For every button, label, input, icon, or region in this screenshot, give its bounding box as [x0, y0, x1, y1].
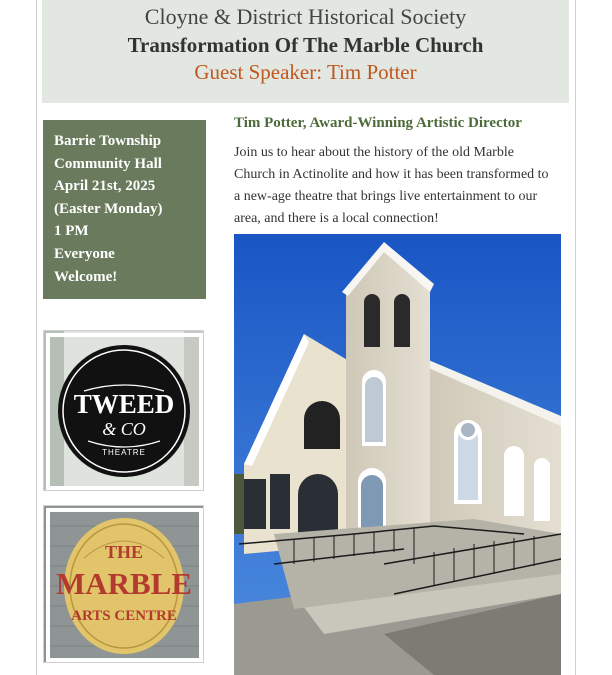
tweed-co-word: & CO [102, 419, 146, 439]
marble-arts-centre-word: ARTS CENTRE [71, 608, 177, 624]
tweed-co-theatre-logo [43, 330, 204, 491]
page-border-right [575, 0, 576, 675]
event-title: Transformation Of The Marble Church [127, 33, 484, 57]
event-details-box [43, 120, 206, 299]
article-body-line: Church in Actinolite and how it has been transformed to [234, 167, 549, 182]
article-body-line: a new-age theatre that brings live entertainment to our [234, 189, 538, 204]
tweed-theatre-word: THEATRE [102, 448, 146, 457]
details-line-welcome-2: Welcome! [54, 268, 118, 285]
details-line-holiday: (Easter Monday) [54, 200, 163, 217]
details-line-date: April 21st, 2025 [54, 178, 156, 195]
article-body [234, 142, 582, 230]
details-line-welcome-1: Everyone [54, 245, 115, 262]
details-line-venue-2: Community Hall [54, 155, 162, 172]
header-banner [42, 0, 569, 103]
page-border-left [36, 0, 37, 675]
tweed-logo-graphic [44, 331, 204, 491]
tweed-word: TWEED [73, 389, 175, 419]
marble-the-word: THE [104, 542, 144, 562]
marble-word: MARBLE [55, 566, 193, 601]
marble-logo-graphic [44, 506, 204, 663]
church-illustration [234, 234, 561, 675]
details-line-time: 1 PM [54, 223, 89, 240]
marble-church-photo [234, 234, 561, 675]
guest-speaker: Guest Speaker: Tim Potter [194, 60, 417, 84]
organization-name: Cloyne & District Historical Society [144, 4, 467, 29]
details-line-venue-1: Barrie Township [54, 133, 162, 149]
marble-arts-centre-logo [43, 505, 204, 663]
article-body-line: area, and there is a local connection! [234, 211, 439, 226]
article-title: Tim Potter, Award-Winning Artistic Director [234, 115, 522, 131]
article-body-line: Join us to hear about the history of the old Marble [234, 145, 514, 160]
